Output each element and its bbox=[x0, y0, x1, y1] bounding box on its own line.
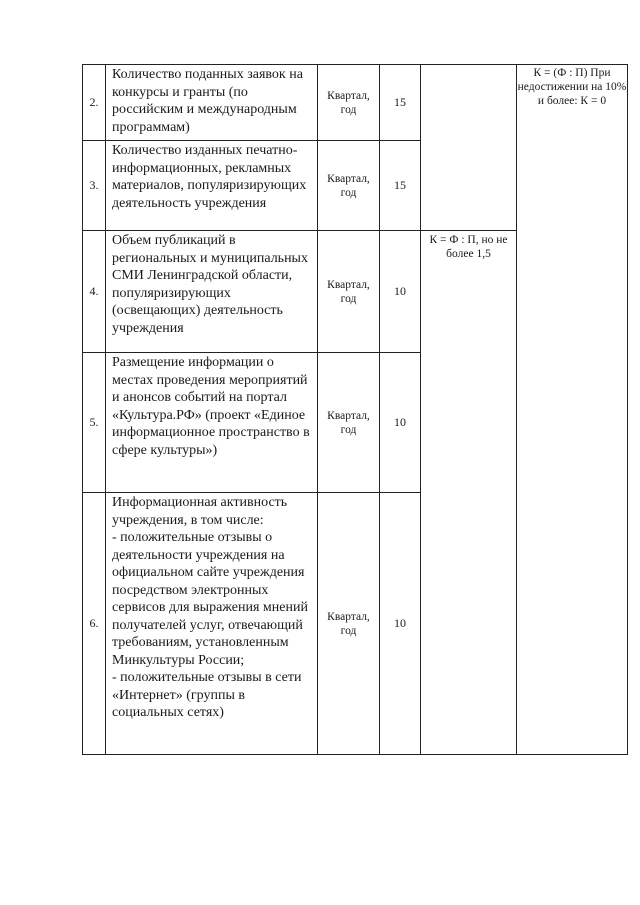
formula-capped-text: К = Ф : П, но не более 1,5 bbox=[429, 234, 508, 260]
period-cell: Квартал, год bbox=[318, 231, 380, 353]
period-cell: Квартал, год bbox=[318, 493, 380, 755]
period-cell: Квартал, год bbox=[318, 65, 380, 141]
indicator-name: Объем публикаций в региональных и муниципальных СМИ Ленинградской области, популяризирующих (освещающих) деятельность учреждения bbox=[106, 231, 318, 353]
indicator-name: Количество изданных печатно-информационных, рекламных материалов, популяризирующих деятельность учреждения bbox=[106, 141, 318, 231]
weight-value: 15 bbox=[380, 65, 421, 141]
row-number: 6. bbox=[83, 493, 106, 755]
table-row bbox=[83, 65, 628, 141]
weight-value: 10 bbox=[380, 493, 421, 755]
row-number: 4. bbox=[83, 231, 106, 353]
weight-value: 15 bbox=[380, 141, 421, 231]
row-number: 2. bbox=[83, 65, 106, 141]
formula-cell-capped bbox=[421, 231, 517, 755]
indicator-name: Количество поданных заявок на конкурсы и гранты (по российским и международным программам) bbox=[106, 65, 318, 141]
row-number: 3. bbox=[83, 141, 106, 231]
formula-general-text: К = (Ф : П) При недостижении на 10% и более: К = 0 bbox=[517, 67, 627, 107]
period-cell: Квартал, год bbox=[318, 141, 380, 231]
indicator-name: Информационная активность учреждения, в том числе: - положительные отзывы о деятельности учреждения на официальном сайте учреждения посредством электронных сервисов для выражения мнений получателей услуг, отвечающий требованиям, установленным Минкультуры России; - положительные отзывы в сети «Интернет» (группы в социальных сетях) bbox=[106, 493, 318, 755]
row-number: 5. bbox=[83, 353, 106, 493]
weight-value: 10 bbox=[380, 231, 421, 353]
formula-cell-empty bbox=[421, 65, 517, 231]
period-cell: Квартал, год bbox=[318, 353, 380, 493]
formula-cell-general bbox=[517, 65, 628, 755]
indicators-table bbox=[82, 64, 628, 755]
indicator-name: Размещение информации о местах проведения мероприятий и анонсов событий на портал «Культура.РФ» (проект «Единое информационное пространство в сфере культуры») bbox=[106, 353, 318, 493]
weight-value: 10 bbox=[380, 353, 421, 493]
